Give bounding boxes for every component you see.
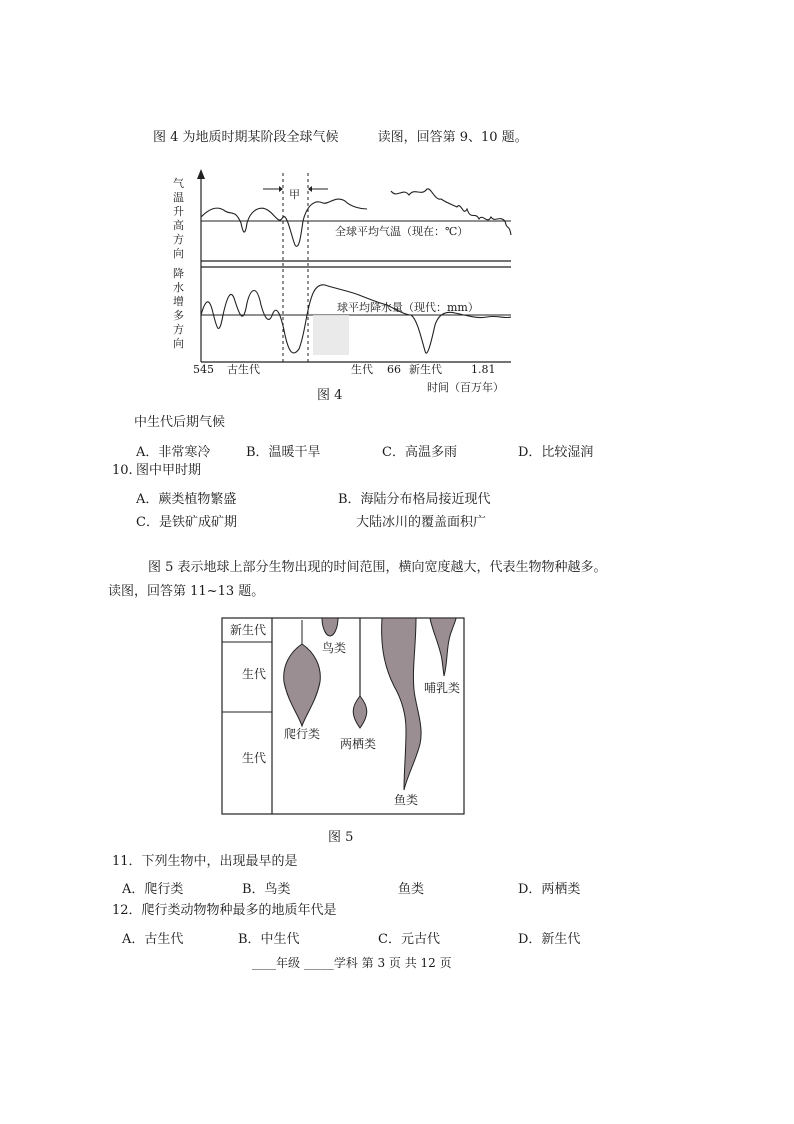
q10-option-b[interactable]: B．海陆分布格局接近现代 [338,492,491,507]
fig5-intro: 图 5 表示地球上部分生物出现的时间范围，横向宽度越大，代表生物物种越多。 [148,560,607,575]
era-mesozoic-label: 生代 [242,667,267,681]
q10-number: 10. [112,463,133,478]
tick-66: 66 [387,363,401,376]
axis-top-char: 升 [173,205,184,218]
fig4-intro-tail: 读图，回答第 9、10 题。 [377,130,528,145]
axis-bottom-char: 增 [173,295,184,308]
axis-top-char: 温 [173,191,184,204]
q12-option-b[interactable]: B．中生代 [238,932,300,947]
marker-jia: 甲 [289,188,300,201]
label-birds: 鸟类 [322,641,347,655]
precip-label: 球平均降水量（现代：mm） [337,301,479,314]
tick-1-81: 1.81 [471,363,496,376]
q10-option-a[interactable]: A．蕨类植物繁盛 [136,492,237,507]
axis-top-char: 向 [173,247,184,260]
figure-4-chart [165,165,525,410]
figure-5-diagram [210,610,470,820]
q9-option-d[interactable]: D．比较湿润 [518,445,594,460]
fig5-intro-line2: 读图，回答第 11~13 题。 [108,584,265,599]
label-amphibians: 两栖类 [340,737,377,751]
label-reptiles: 爬行类 [284,727,321,741]
tick-545: 545 [193,363,214,376]
axis-top-char: 气 [173,177,184,190]
q9-option-a[interactable]: A．非常寒冷 [136,445,211,460]
page-footer: ____年级 _____学科 第 3 页 共 12 页 [252,956,452,970]
q10-stem: 图中甲时期 [136,463,202,478]
axis-bottom-char: 方 [173,323,184,336]
era-cenozoic-label: 新生代 [230,623,267,637]
q10-option-c[interactable]: C．是铁矿成矿期 [136,515,237,530]
q9-option-c[interactable]: C．高温多雨 [382,445,457,460]
time-axis-label: 时间（百万年） [427,381,504,394]
fig4-intro [153,130,528,146]
label-fish: 鱼类 [394,793,419,807]
era-paleozoic: 古生代 [227,363,260,376]
label-mammals: 哺乳类 [424,681,461,695]
axis-bottom-char: 向 [173,337,184,350]
q12-stem: 12．爬行类动物物种最多的地质年代是 [112,903,337,918]
fig4-caption: 图 4 [317,388,343,403]
era-mesozoic: 生代 [351,363,373,376]
era-paleozoic-label: 生代 [242,751,267,765]
q11-option-d[interactable]: D．两栖类 [518,882,581,897]
q12-option-d[interactable]: D．新生代 [518,932,581,947]
q11-option-a[interactable]: A．爬行类 [122,882,184,897]
axis-top-char: 方 [173,233,184,246]
axis-bottom-char: 降 [173,267,184,280]
q11-option-c[interactable]: 鱼类 [398,882,425,897]
fig5-caption: 图 5 [328,830,354,845]
q11-stem: 11．下列生物中，出现最早的是 [112,854,298,869]
era-cenozoic: 新生代 [409,363,442,376]
fig4-intro-text: 图 4 为地质时期某阶段全球气候 [153,130,339,145]
axis-top-char: 高 [173,219,184,232]
q12-option-a[interactable]: A．古生代 [122,932,184,947]
q12-option-c[interactable]: C．元古代 [378,932,440,947]
q10-option-d[interactable]: 大陆冰川的覆盖面积广 [356,515,487,530]
q9-option-b[interactable]: B．温暖干旱 [246,445,321,460]
temp-label: 全球平均气温（现在：℃） [335,225,469,238]
y-axis-temp-labels [173,176,184,260]
y-axis-precip-labels [173,266,184,350]
axis-bottom-char: 水 [173,281,184,294]
axis-bottom-char: 多 [173,309,184,322]
q9-stem: 中生代后期气候 [134,415,226,430]
q11-option-b[interactable]: B．鸟类 [242,882,291,897]
